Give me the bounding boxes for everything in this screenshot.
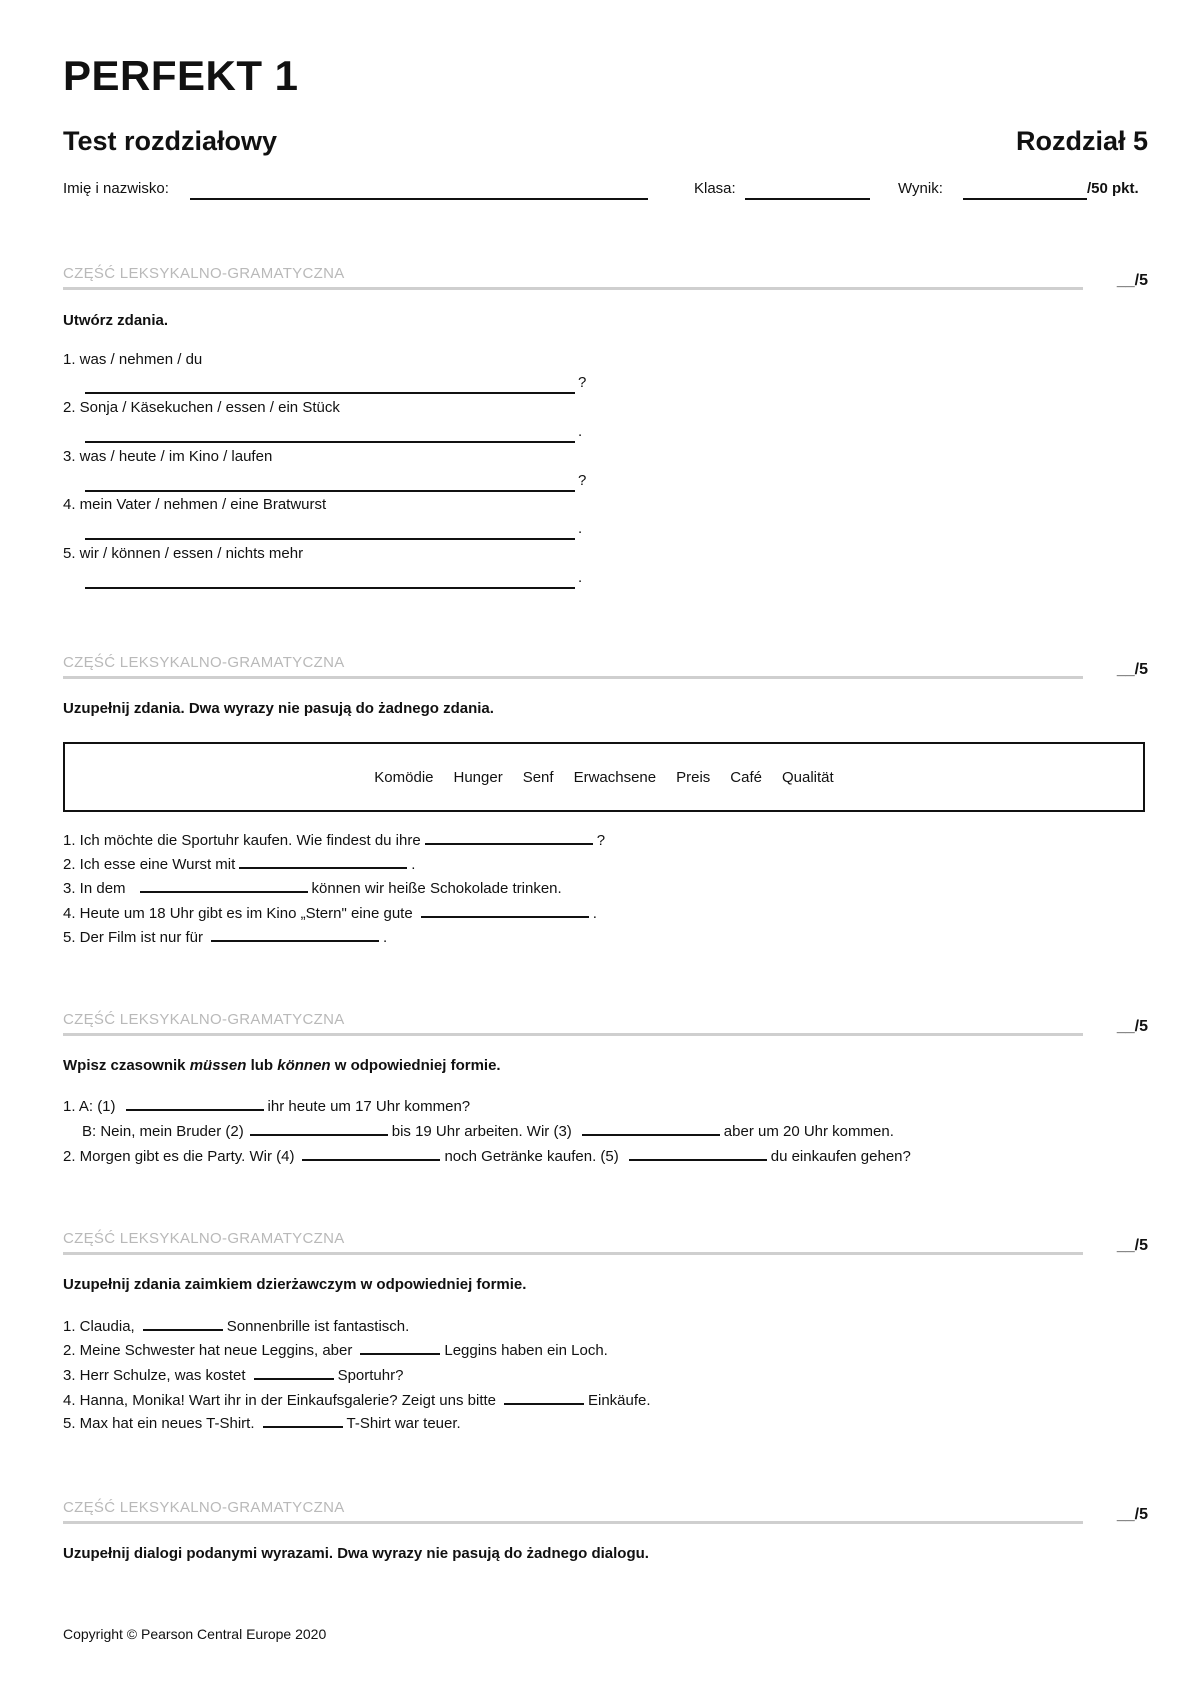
s1-item-4-prompt: 4. mein Vater / nehmen / eine Bratwurst <box>63 496 327 513</box>
s2-item-1-end: ? <box>596 832 606 849</box>
test-title: PERFEKT 1 <box>63 52 299 99</box>
s1-item-1-punct: ? <box>578 374 587 391</box>
s2-item-3-text: 3. In dem <box>63 880 126 897</box>
s2-item-4-end: . <box>592 905 597 922</box>
section-1-score: __/5 <box>1116 272 1148 289</box>
s2-item-1-blank[interactable] <box>425 829 593 845</box>
section-2-score: __/5 <box>1116 661 1148 678</box>
s2-item-4 <box>63 902 597 922</box>
s2-item-1 <box>63 829 605 849</box>
s4-item-3-blank[interactable] <box>254 1364 334 1380</box>
s2-item-4-blank[interactable] <box>421 902 589 918</box>
s4-item-2-end: Leggins haben ein Loch. <box>444 1342 608 1359</box>
word-bank-item: Café <box>730 768 762 786</box>
section-3-instruction <box>63 1057 501 1074</box>
s1-item-1-answer-line[interactable] <box>85 392 575 394</box>
s3-blank-2[interactable] <box>250 1120 388 1136</box>
s4-item-3-text: 3. Herr Schulze, was kostet <box>63 1367 246 1384</box>
section-5-divider <box>63 1521 1083 1524</box>
word-bank-item: Qualität <box>781 768 834 786</box>
s4-item-4-text: 4. Hanna, Monika! Wart ihr in der Einkaufsgalerie? Zeigt uns bitte <box>63 1392 496 1409</box>
s2-item-4-text: 4. Heute um 18 Uhr gibt es im Kino „Stern" eine gute <box>63 905 413 922</box>
s1-item-2-prompt: 2. Sonja / Käsekuchen / essen / ein Stück <box>63 399 340 416</box>
s1-item-2-answer-line[interactable] <box>85 441 575 443</box>
section-1-title: CZĘŚĆ LEKSYKALNO-GRAMATYCZNA <box>63 265 345 282</box>
section-2-divider <box>63 676 1083 679</box>
s3-line-3-b: noch Getränke kaufen. (5) <box>444 1148 619 1165</box>
s4-item-4 <box>63 1389 651 1409</box>
section-4-score: __/5 <box>1116 1237 1148 1254</box>
instr-verb-muessen: müssen <box>189 1057 247 1074</box>
section-4-instruction: Uzupełnij zdania zaimkiem dzierżawczym w odpowiedniej formie. <box>63 1276 527 1293</box>
section-5-instruction: Uzupełnij dialogi podanymi wyrazami. Dwa wyrazy nie pasują do żadnego dialogu. <box>63 1545 649 1562</box>
section-4-title: CZĘŚĆ LEKSYKALNO-GRAMATYCZNA <box>63 1230 345 1247</box>
s1-item-3-answer-line[interactable] <box>85 490 575 492</box>
name-field[interactable] <box>190 198 648 200</box>
s1-item-4-answer-line[interactable] <box>85 538 575 540</box>
s2-item-2 <box>63 853 415 873</box>
s2-item-3 <box>63 877 562 897</box>
section-5-title: CZĘŚĆ LEKSYKALNO-GRAMATYCZNA <box>63 1499 345 1516</box>
s2-item-3-end: können wir heiße Schokolade trinken. <box>311 880 562 897</box>
s1-item-1-prompt: 1. was / nehmen / du <box>63 351 203 368</box>
instr-verb-koennen: können <box>277 1057 331 1074</box>
section-2-title: CZĘŚĆ LEKSYKALNO-GRAMATYCZNA <box>63 654 345 671</box>
score-total: /50 pkt. <box>1087 180 1139 197</box>
s2-item-2-end: . <box>411 856 416 873</box>
word-bank-item: Preis <box>676 768 711 786</box>
s1-item-5-answer-line[interactable] <box>85 587 575 589</box>
s4-item-3-end: Sportuhr? <box>337 1367 404 1384</box>
s3-line-2 <box>82 1120 894 1140</box>
s3-blank-3[interactable] <box>582 1120 720 1136</box>
instr-part: lub <box>246 1057 278 1074</box>
s1-item-3-punct: ? <box>578 472 587 489</box>
section-3-score: __/5 <box>1116 1018 1148 1035</box>
chapter-label: Rozdział 5 <box>1015 126 1148 156</box>
s2-item-5-end: . <box>383 929 388 946</box>
s1-item-5-prompt: 5. wir / können / essen / nichts mehr <box>63 545 304 562</box>
s3-blank-4[interactable] <box>302 1145 440 1161</box>
s4-item-4-end: Einkäufe. <box>588 1392 651 1409</box>
class-label: Klasa: <box>694 180 736 197</box>
s4-item-1-text: 1. Claudia, <box>63 1318 135 1335</box>
s4-item-2-blank[interactable] <box>360 1339 440 1355</box>
s4-item-5-blank[interactable] <box>263 1412 343 1428</box>
s3-line-1 <box>63 1095 470 1115</box>
s4-item-5-end: T-Shirt war teuer. <box>346 1415 461 1432</box>
instr-part: Wpisz czasownik <box>63 1057 190 1074</box>
section-1-instruction: Utwórz zdania. <box>63 312 169 329</box>
s4-item-5-text: 5. Max hat ein neues T-Shirt. <box>63 1415 255 1432</box>
s3-line-2-a: B: Nein, mein Bruder (2) <box>82 1123 244 1140</box>
s4-item-3 <box>63 1364 403 1384</box>
s1-item-2-punct: . <box>578 423 583 440</box>
s3-line-3-a: 2. Morgen gibt es die Party. Wir (4) <box>63 1148 295 1165</box>
copyright-notice: Copyright © Pearson Central Europe 2020 <box>63 1626 327 1642</box>
word-bank-item: Hunger <box>453 768 503 786</box>
s2-item-2-text: 2. Ich esse eine Wurst mit <box>63 856 236 873</box>
s2-item-5-blank[interactable] <box>211 926 379 942</box>
section-2-instruction: Uzupełnij zdania. Dwa wyrazy nie pasują do żadnego zdania. <box>63 700 494 717</box>
s2-item-5-text: 5. Der Film ist nur für <box>63 929 204 946</box>
s2-item-5 <box>63 926 387 946</box>
instr-part: w odpowiedniej formie. <box>330 1057 501 1074</box>
word-bank-item: Erwachsene <box>573 768 657 786</box>
s3-line-3-c: du einkaufen gehen? <box>770 1148 911 1165</box>
s4-item-1 <box>63 1315 409 1335</box>
s1-item-4-punct: . <box>578 520 583 537</box>
class-field[interactable] <box>745 198 870 200</box>
name-label: Imię i nazwisko: <box>63 180 169 197</box>
s3-line-2-b: bis 19 Uhr arbeiten. Wir (3) <box>391 1123 572 1140</box>
s3-blank-5[interactable] <box>629 1145 767 1161</box>
score-label: Wynik: <box>898 180 943 197</box>
section-4-divider <box>63 1252 1083 1255</box>
s2-item-3-blank[interactable] <box>140 877 308 893</box>
section-5-score: __/5 <box>1116 1506 1148 1523</box>
s1-item-3-prompt: 3. was / heute / im Kino / laufen <box>63 448 273 465</box>
s2-item-2-blank[interactable] <box>239 853 407 869</box>
s4-item-4-blank[interactable] <box>504 1389 584 1405</box>
s2-item-1-text: 1. Ich möchte die Sportuhr kaufen. Wie findest du ihre <box>63 832 421 849</box>
word-bank-item: Senf <box>522 768 554 786</box>
s4-item-1-blank[interactable] <box>143 1315 223 1331</box>
s3-line-3 <box>63 1145 911 1165</box>
word-bank-item: Komödie <box>374 768 434 786</box>
s4-item-1-end: Sonnenbrille ist fantastisch. <box>226 1318 410 1335</box>
score-field[interactable] <box>963 198 1087 200</box>
section-3-divider <box>63 1033 1083 1036</box>
word-bank-box <box>63 742 1145 812</box>
section-1-divider <box>63 287 1083 290</box>
s4-item-2 <box>63 1339 608 1359</box>
s1-item-5-punct: . <box>578 569 583 586</box>
s3-line-2-c: aber um 20 Uhr kommen. <box>723 1123 894 1140</box>
s3-line-1-a: 1. A: (1) <box>63 1098 116 1115</box>
test-subtitle: Test rozdziałowy <box>63 126 278 156</box>
s3-line-1-b: ihr heute um 17 Uhr kommen? <box>267 1098 471 1115</box>
section-3-title: CZĘŚĆ LEKSYKALNO-GRAMATYCZNA <box>63 1011 345 1028</box>
s4-item-5 <box>63 1412 461 1432</box>
s3-blank-1[interactable] <box>126 1095 264 1111</box>
s4-item-2-text: 2. Meine Schwester hat neue Leggins, aber <box>63 1342 353 1359</box>
